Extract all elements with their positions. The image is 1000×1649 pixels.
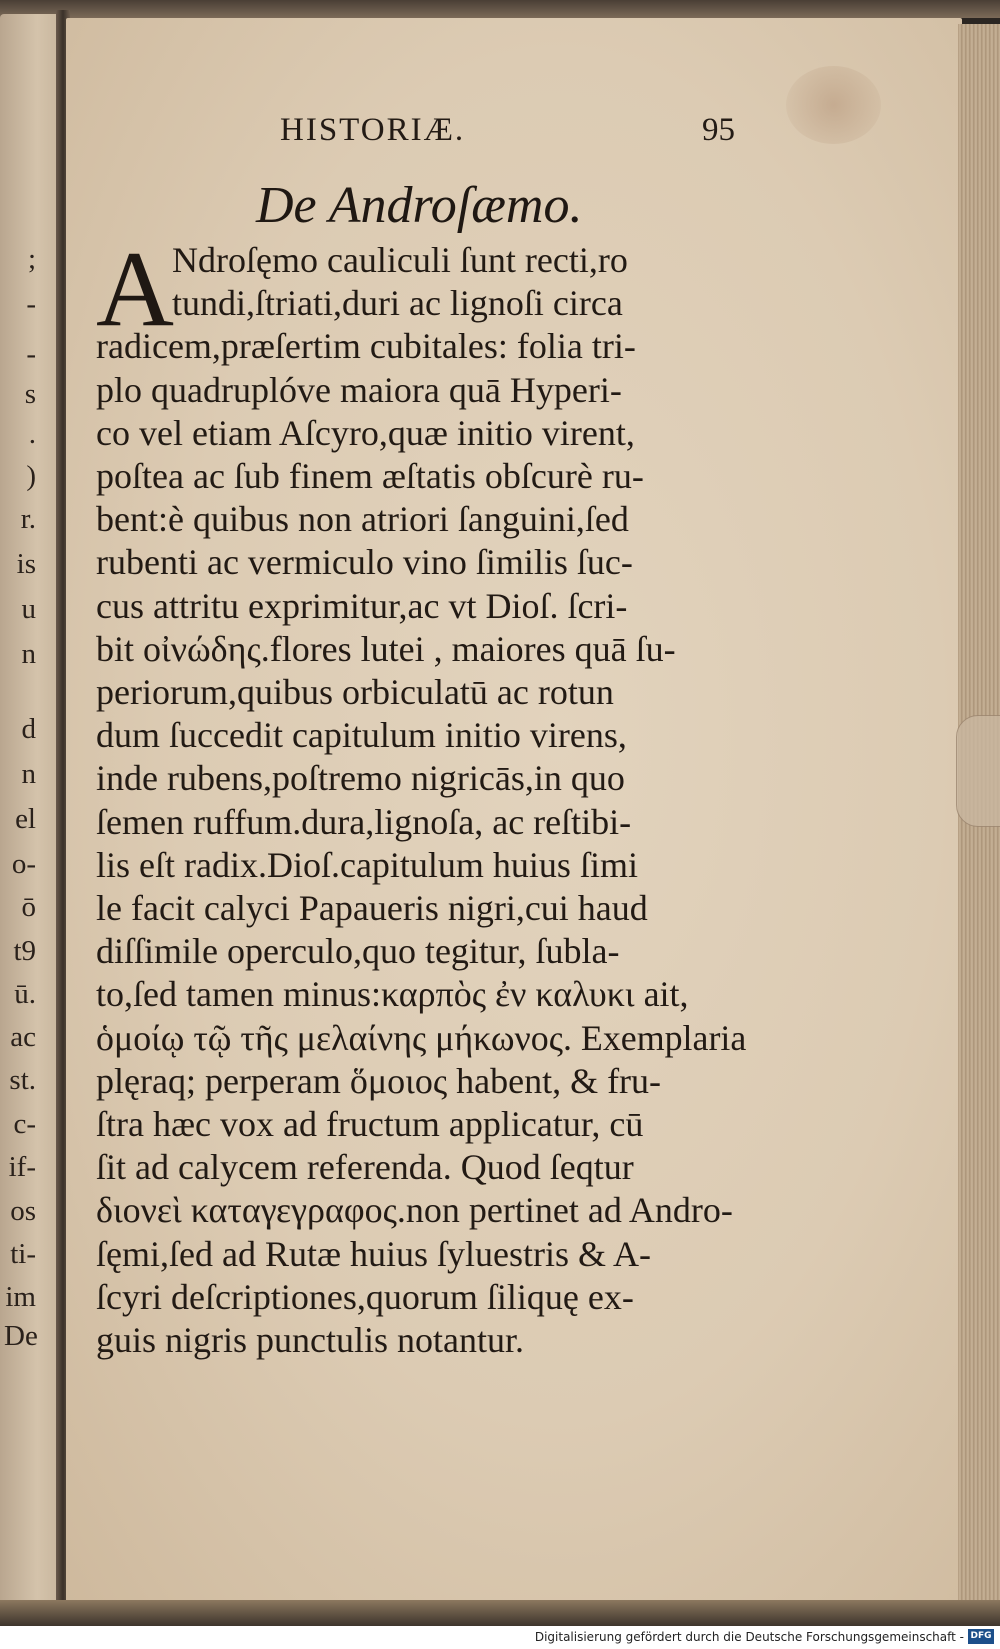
book-top-edge — [0, 0, 1000, 18]
text-line: le facit calyci Papaueris nigri,cui haud — [96, 888, 648, 928]
left-page-fragment: De — [4, 1320, 38, 1352]
left-page-fragment: d — [21, 713, 36, 745]
page-number: 95 — [702, 112, 735, 148]
text-line: to,ſed tamen minus:καρπὸς ἐν καλυκι ait, — [96, 974, 689, 1015]
digitization-credit: Digitalisierung gefördert durch die Deutsche Forschungsgemeinschaft - — [534, 1630, 964, 1644]
text-line: Ndroſęmo cauliculi ſunt recti,ro — [172, 240, 628, 280]
book-clasp — [956, 715, 1000, 827]
left-page-fragment: ac — [10, 1021, 36, 1053]
left-page-fragment: o- — [11, 848, 36, 880]
text-line: bent:è quibus non atriori ſanguini,ſed — [96, 499, 629, 540]
left-page-fragment: im — [5, 1281, 36, 1313]
left-page-fragment: is — [16, 548, 36, 580]
text-line: bit οἰνώδης.flores lutei , maiores quā ſu- — [96, 628, 676, 669]
left-page-fragment: . — [28, 418, 36, 450]
left-page-fragment: ) — [26, 460, 36, 492]
book-bottom-edge — [0, 1600, 1000, 1626]
left-page-fragment: ti- — [10, 1238, 36, 1270]
dfg-logo: DFG — [968, 1629, 994, 1644]
text-line: guis nigris punctulis notantur. — [96, 1320, 524, 1360]
section-title: De Androſæmo. — [256, 177, 583, 234]
drop-cap: A — [96, 230, 174, 349]
text-line: dum ſuccedit capitulum initio virens, — [96, 715, 627, 756]
text-line: ſtra hæc vox ad fructum applicatur, cū — [96, 1104, 644, 1144]
left-page-fragment: - — [26, 288, 36, 320]
left-page-fragment: n — [21, 638, 36, 670]
left-page-fragment: ō — [21, 891, 36, 923]
left-page-fragment: el — [15, 803, 36, 835]
left-page-fragment: ; — [27, 243, 36, 275]
text-line: ſęmi,ſed ad Rutæ huius ſyluestris & A- — [96, 1233, 651, 1274]
text-line: radicem,præſertim cubitales: folia tri- — [96, 326, 636, 367]
left-page-fragment: r. — [20, 503, 36, 535]
text-line: ſcyri deſcriptiones,quorum ſiliquę ex- — [96, 1276, 634, 1317]
left-page-fragment: t9 — [13, 935, 36, 967]
text-line: ſit ad calycem referenda. Quod ſeqtur — [96, 1147, 634, 1188]
paper-stain — [786, 66, 881, 144]
left-page-fragment: - — [26, 338, 36, 370]
text-line: tundi,ſtriati,duri ac lignoſi circa — [172, 283, 623, 324]
text-line: ſemen ruffum.dura,lignoſa, ac reſtibi- — [96, 801, 632, 842]
text-line: periorum,quibus orbiculatū ac rotun — [96, 672, 614, 712]
text-line: ὁμοίῳ τῷ τῆς μελαίνης μήκωνος. Exemplaria — [96, 1017, 747, 1058]
running-head: HISTORIÆ. — [280, 112, 466, 148]
left-page-fragment: u — [21, 593, 36, 625]
left-page-fragment: s — [24, 378, 36, 410]
text-line: διονεὶ καταγεγραφος.non pertinet ad Andro- — [96, 1190, 733, 1231]
left-page-strip — [0, 14, 62, 1614]
text-line: lis eſt radix.Dioſ.capitulum huius ſimi — [96, 844, 638, 885]
text-line: diſſimile operculo,quo tegitur, ſubla- — [96, 931, 620, 972]
text-line: rubenti ac vermiculo vino ſimilis ſuc- — [96, 542, 633, 583]
text-line: inde rubens,poſtremo nigricās,in quo — [96, 758, 625, 799]
text-line: co vel etiam Aſcyro,quæ initio virent, — [96, 412, 635, 453]
left-page-fragment: ū. — [14, 978, 36, 1010]
left-page-fragment: st. — [9, 1064, 36, 1096]
text-line: cus attritu exprimitur,ac vt Dioſ. ſcri- — [96, 585, 628, 626]
left-page-fragment: n — [21, 758, 36, 790]
text-line: plęraq; perperam ὅμοιος habent, & fru- — [96, 1060, 662, 1101]
left-page-fragment: if- — [8, 1151, 36, 1183]
left-page-fragment: os — [10, 1195, 36, 1227]
text-line: plo quadruplóve maiora quā Hyperi- — [96, 369, 622, 410]
text-line: poſtea ac ſub finem æſtatis obſcurè ru- — [96, 456, 644, 496]
left-page-fragment: c- — [13, 1108, 36, 1140]
